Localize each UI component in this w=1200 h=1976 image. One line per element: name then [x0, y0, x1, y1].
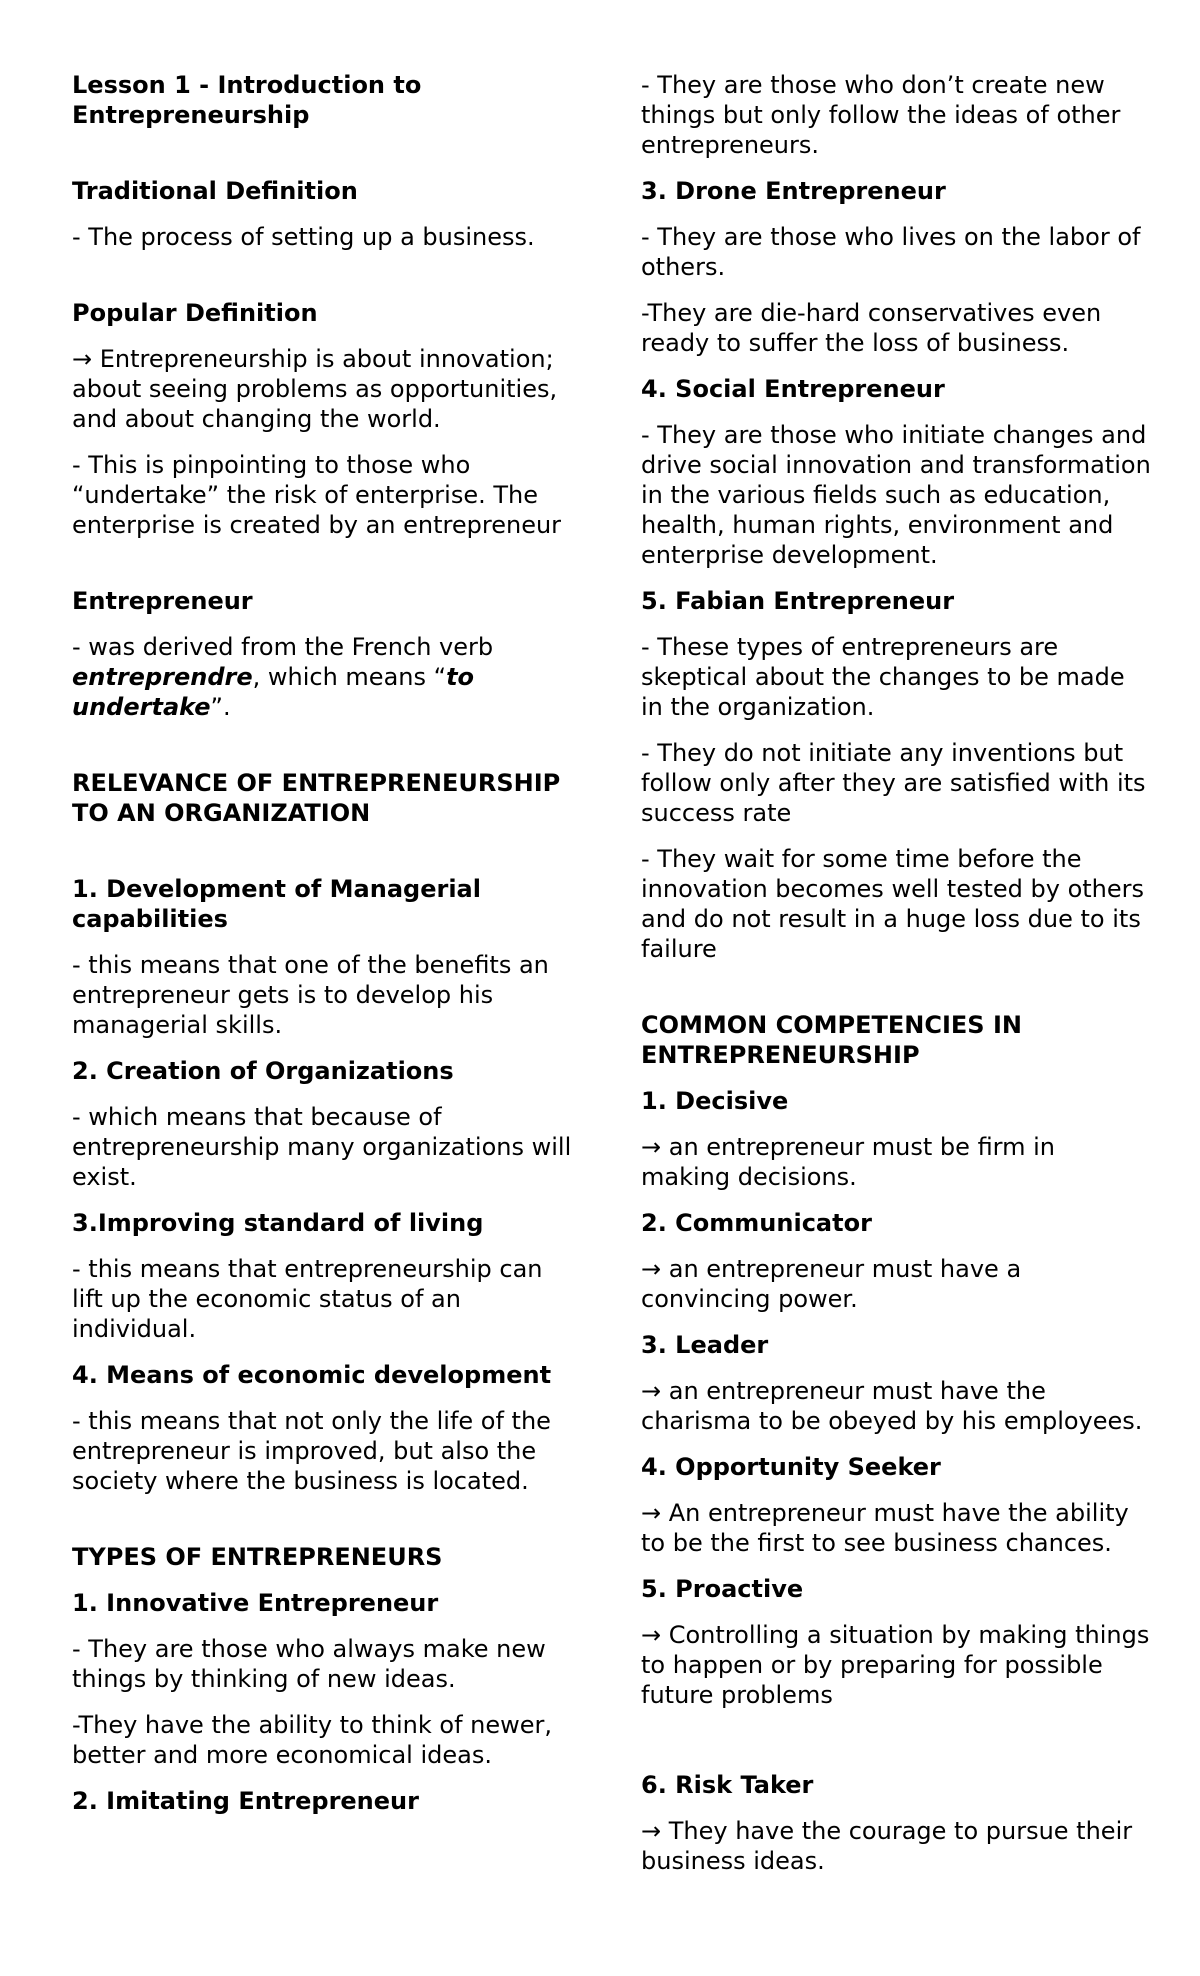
competency-text: → Controlling a situation by making things to happen or by preparing for possible future problems — [641, 1621, 1150, 1709]
competency-title: 3. Leader — [641, 1331, 769, 1359]
types-heading: TYPES OF ENTREPRENEURS — [72, 1543, 443, 1571]
type-title-drone: 3. Drone Entrepreneur — [641, 177, 946, 205]
relevance-item-text: - this means that entrepreneurship can lift up the economic status of an individual. — [72, 1255, 543, 1343]
type-text: - They wait for some time before the innovation becomes well tested by others and do not result in a huge loss due to its failure — [641, 845, 1145, 963]
competency-title: 2. Communicator — [641, 1209, 872, 1237]
competencies-heading: COMMON COMPETENCIES IN ENTREPRENEURSHIP — [641, 1011, 1022, 1069]
lesson-title: Lesson 1 - Introduction to Entrepreneurship — [72, 71, 422, 129]
competency-title: 4. Opportunity Seeker — [641, 1453, 941, 1481]
imitating-text: - They are those who don’t create new things but only follow the ideas of other entrepreneurs. — [641, 71, 1121, 159]
traditional-definition-text: - The process of setting up a business. — [72, 223, 535, 251]
right-column — [641, 70, 1151, 1892]
popular-definition-text-2: - This is pinpointing to those who “undertake” the risk of enterprise. The enterprise is created by an entrepreneur — [72, 451, 562, 539]
type-text: - They do not initiate any inventions but follow only after they are satisfied with its success rate — [641, 739, 1146, 827]
type-text: -They have the ability to think of newer, better and more economical ideas. — [72, 1711, 553, 1769]
verb-meaning: to undertake — [72, 663, 475, 721]
relevance-item-title: 1. Development of Managerial capabilities — [72, 875, 481, 933]
relevance-item-text: - this means that not only the life of the entrepreneur is improved, but also the society where the business is located. — [72, 1407, 551, 1495]
left-column — [72, 70, 572, 1832]
type-text: - They are those who lives on the labor of others. — [641, 223, 1141, 281]
type-title-imitating: 2. Imitating Entrepreneur — [72, 1787, 419, 1815]
competency-text: → An entrepreneur must have the ability to be the first to see business chances. — [641, 1499, 1129, 1557]
competency-text: → an entrepreneur must have a convincing power. — [641, 1255, 1022, 1313]
competency-title: 6. Risk Taker — [641, 1771, 814, 1799]
competency-text: → an entrepreneur must have the charisma to be obeyed by his employees. — [641, 1377, 1143, 1435]
traditional-definition-heading: Traditional Definition — [72, 177, 358, 205]
type-text: - They are those who always make new things by thinking of new ideas. — [72, 1635, 546, 1693]
relevance-item-text: - this means that one of the benefits an entrepreneur gets is to develop his managerial skills. — [72, 951, 549, 1039]
french-verb: entreprendre — [72, 663, 253, 691]
competency-text: → They have the courage to pursue their business ideas. — [641, 1817, 1133, 1875]
popular-definition-text-1: → Entrepreneurship is about innovation; about seeing problems as opportunities, and about changing the world. — [72, 345, 558, 433]
relevance-item-title: 3.Improving standard of living — [72, 1209, 484, 1237]
relevance-item-title: 4. Means of economic development — [72, 1361, 552, 1389]
type-title-fabian: 5. Fabian Entrepreneur — [641, 587, 955, 615]
popular-definition-heading: Popular Definition — [72, 299, 318, 327]
relevance-item-title: 2. Creation of Organizations — [72, 1057, 454, 1085]
entrepreneur-definition: - was derived from the French verb entreprendre, which means “to undertake”. — [72, 633, 494, 721]
entrepreneur-heading: Entrepreneur — [72, 587, 253, 615]
competency-title: 1. Decisive — [641, 1087, 789, 1115]
type-title-social: 4. Social Entrepreneur — [641, 375, 945, 403]
competency-text: → an entrepreneur must be firm in making decisions. — [641, 1133, 1056, 1191]
type-text: - They are those who initiate changes and drive social innovation and transformation in the various fields such as education, health, human rights, environment and enterprise development. — [641, 421, 1151, 569]
relevance-heading: RELEVANCE OF ENTREPRENEURSHIP TO AN ORGANIZATION — [72, 769, 561, 827]
type-text: - These types of entrepreneurs are skeptical about the changes to be made in the organization. — [641, 633, 1125, 721]
competency-title: 5. Proactive — [641, 1575, 804, 1603]
type-title-innovative: 1. Innovative Entrepreneur — [72, 1589, 439, 1617]
type-text: -They are die-hard conservatives even ready to suffer the loss of business. — [641, 299, 1102, 357]
relevance-item-text: - which means that because of entrepreneurship many organizations will exist. — [72, 1103, 572, 1191]
